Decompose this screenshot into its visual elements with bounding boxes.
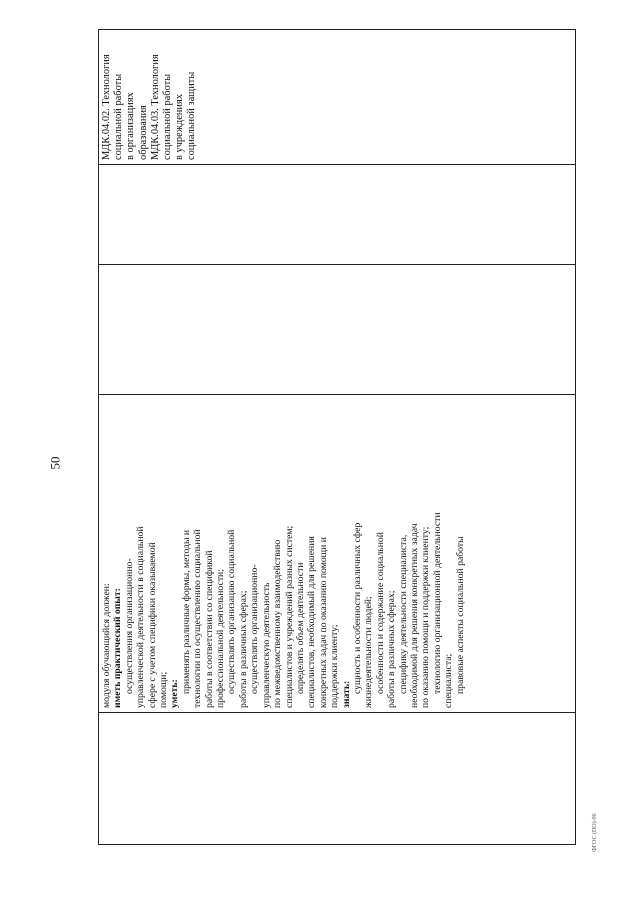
text-line: конкретных задач по оказанию помощи и — [317, 537, 329, 708]
mdk-line: социальной работы — [162, 73, 174, 160]
text-line: иметь практический опыт: — [112, 588, 124, 708]
text-line: специалиста; — [443, 653, 455, 708]
text-line: работы в различных сферах; — [237, 590, 249, 708]
blank-cell — [99, 165, 576, 265]
content-cell — [99, 395, 576, 713]
text-line: необходимой для решения конкретных задач — [408, 523, 420, 708]
text-line: жизнедеятельности людей; — [363, 596, 375, 708]
text-line: применять различные формы, методы и — [180, 529, 192, 694]
text-line: управленческую деятельность — [260, 582, 272, 708]
text-line: сущность и особенности различных сфер — [351, 522, 363, 694]
code-cell — [99, 713, 576, 845]
text-line: уметь: — [169, 679, 181, 708]
hours-cell — [99, 265, 576, 395]
mdk-line: МДК.04.02. Технология — [101, 54, 112, 160]
text-line: технологию организационной деятельности — [431, 512, 443, 694]
mdk-line: в организациях — [125, 92, 137, 160]
mdk-line: социальной защиты — [186, 71, 198, 160]
table-row — [99, 30, 576, 845]
text-line: определять объем деятельности — [294, 562, 306, 694]
text-line: сфере с учетом специфики оказываемой — [146, 542, 158, 708]
text-line: специфику деятельности специалиста, — [397, 534, 409, 694]
text-line: специалистов, необходимый для решения — [306, 536, 318, 708]
text-line: особенности и содержание социальной — [374, 532, 386, 694]
text-line: знать: — [340, 680, 352, 708]
text-line: осуществлять организационно- — [249, 564, 261, 694]
text-line: помощи; — [158, 671, 170, 708]
competency-text — [99, 395, 466, 712]
mdk-line: в учреждениях — [174, 94, 186, 160]
text-line: осуществлять организацию социальной — [226, 529, 238, 694]
text-line: по оказанию помощи и поддержки клиенту; — [420, 526, 432, 708]
text-line: по межведомственному взаимодействию — [272, 539, 284, 708]
text-line: поддержки клиенту; — [329, 624, 341, 708]
mdk-line: МДК.04.03. Технология — [149, 54, 161, 160]
text-line: модуля обучающийся должен: — [101, 583, 112, 708]
text-line: работы в соответствии со спецификой — [203, 550, 215, 708]
curriculum-table — [98, 29, 576, 845]
text-line: управленческой деятельности в социальной — [135, 526, 147, 708]
rotated-page — [98, 30, 576, 845]
footer-code: ФГОС (ПО)-06 — [592, 813, 598, 852]
page-number: 50 — [47, 456, 63, 470]
text-line: технологии по осуществлению социальной — [192, 529, 204, 708]
text-line: специалистов и учреждений разных систем; — [283, 525, 295, 708]
text-line: осуществления организационно- — [123, 558, 135, 694]
mdk-line: образования — [137, 105, 149, 160]
text-line: работы в различных сферах; — [386, 590, 398, 708]
mdk-cell — [99, 30, 576, 165]
mdk-line: социальной работы — [113, 73, 125, 160]
mdk-list — [99, 30, 199, 164]
text-line: профессиональной деятельности; — [215, 569, 227, 708]
text-line: правовые аспекты социальной работы — [454, 536, 466, 694]
